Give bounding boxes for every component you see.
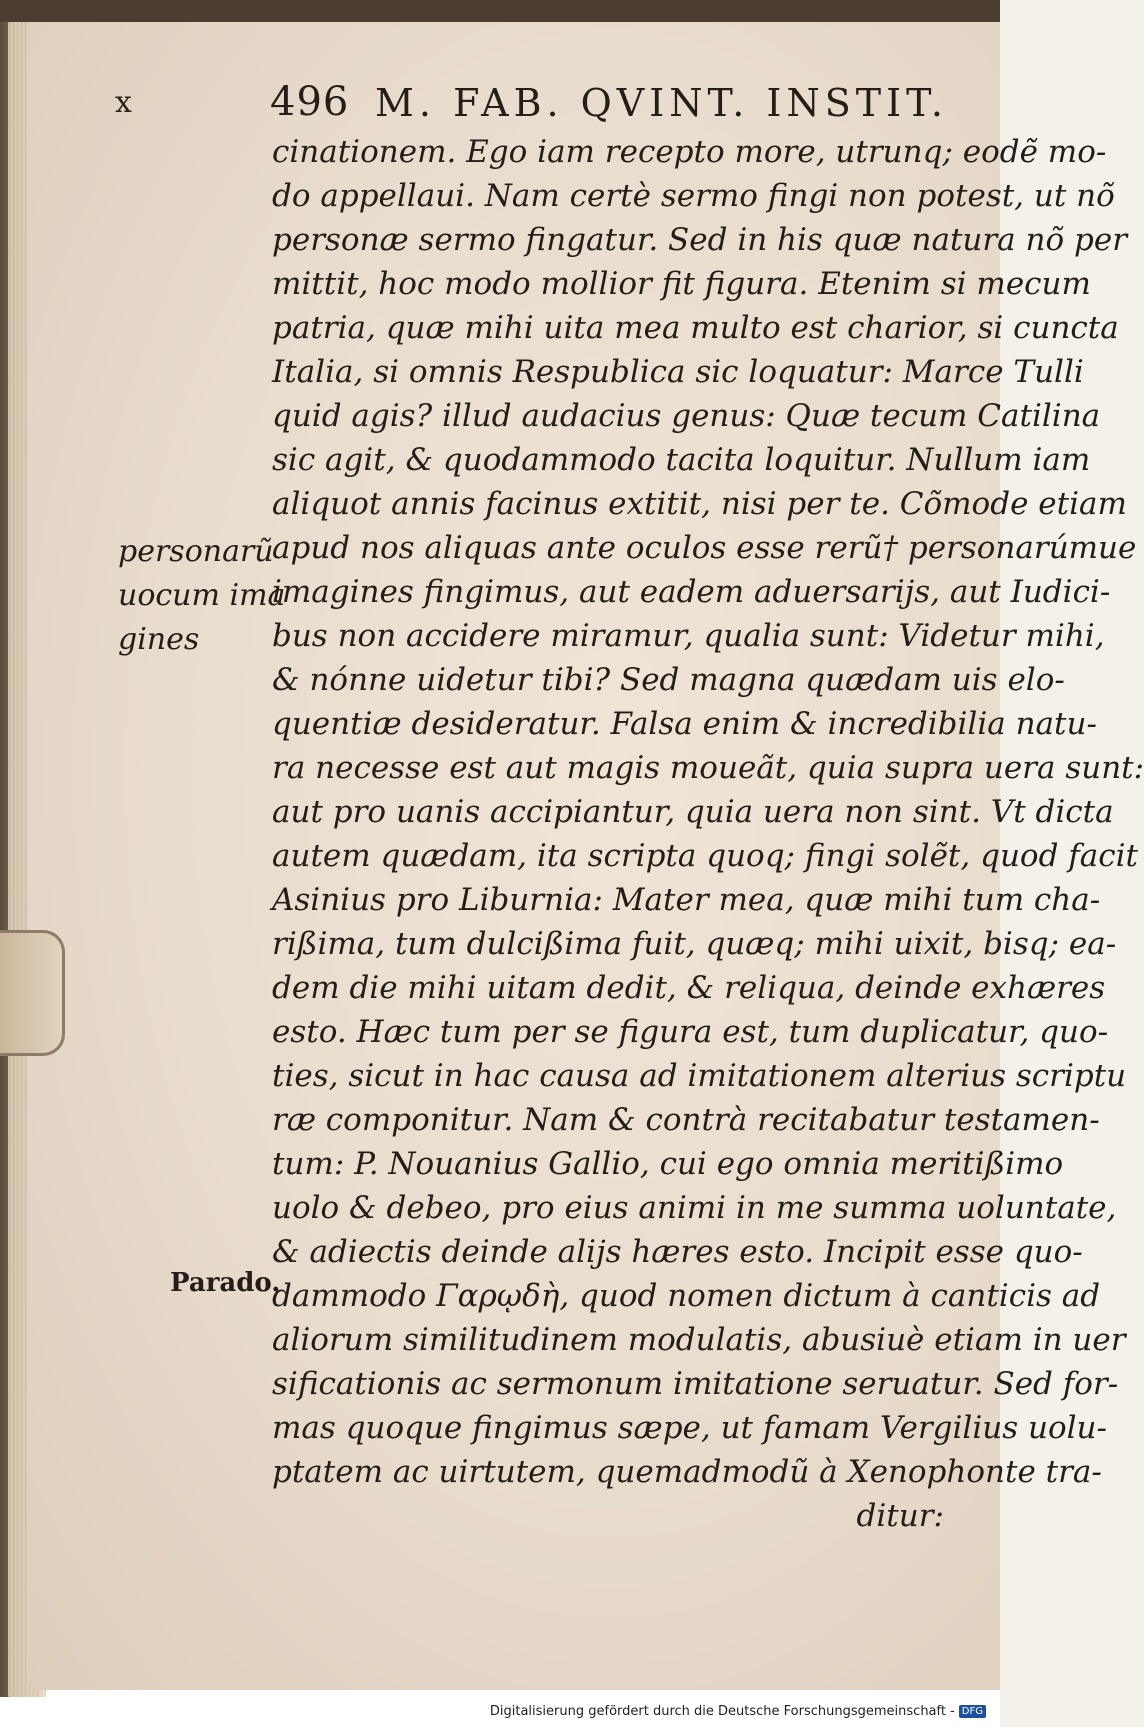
text-line: ptatem ac uirtutem, quemadmodũ à Xenophonte tra- [272,1454,1102,1490]
text-line: mas quoque fingimus sæpe, ut famam Vergilius uolu- [272,1410,1107,1446]
text-line: dem die mihi uitam dedit, & reliqua, deinde exhæres [272,970,1106,1006]
scan-border [0,0,1000,22]
text-line: mittit, hoc modo mollior fit figura. Etenim si mecum [272,266,1091,302]
text-line: rißima, tum dulcißima fuit, quæq; mihi uixit, bisq; ea- [272,926,1117,962]
text-line: sic agit, & quodammodo tacita loquitur. Nullum iam [272,442,1091,478]
dfg-logo: DFG [959,1705,986,1718]
text-line: autem quædam, ita scripta quoq; fingi solẽt, quod facit [272,838,1138,874]
text-line: aut pro uanis accipiantur, quia uera non sint. Vt dicta [272,794,1114,830]
text-line: aliquot annis facinus extitit, nisi per te. Cõmode etiam [272,486,1127,522]
text-line: dammodo Γαρῳδὴ, quod nomen dictum à canticis ad [272,1278,1101,1314]
text-line: & nónne uidetur tibi? Sed magna quædam uis elo- [272,662,1065,698]
text-line: quid agis? illud audacius genus: Quæ tecum Catilina [272,398,1101,434]
text-line: & adiectis deinde alijs hæres esto. Incipit esse quo- [272,1234,1083,1270]
text-line: Asinius pro Liburnia: Mater mea, quæ mihi tum cha- [272,882,1101,918]
text-line: bus non accidere miramur, qualia sunt: Videtur mihi, [272,618,1105,654]
text-line: ræ componitur. Nam & contrà recitabatur testamen- [272,1102,1100,1138]
marginal-note-parado: Parado. [170,1268,281,1298]
text-line: Italia, si omnis Respublica sic loquatur: Marce Tulli [272,354,1084,390]
text-line: uolo & debeo, pro eius animi in me summa uoluntate, [272,1190,1117,1226]
marginal-note-line: gines [118,622,200,657]
text-line: do appellaui. Nam certè sermo fingi non potest, ut nõ [272,178,1115,214]
marginal-note-line: personarũ [118,534,274,569]
text-line: patria, quæ mihi uita mea multo est charior, si cuncta [272,310,1119,346]
text-line: aliorum similitudinem modulatis, abusiuè etiam in uer [272,1322,1126,1358]
text-line: imagines fingimus, aut eadem aduersarijs, aut Iudici- [272,574,1111,610]
text-line: apud nos aliquas ante oculos esse rerũ† personarúmue [272,530,1137,566]
funding-text: Digitalisierung gefördert durch die Deutsche Forschungsgemeinschaft - [489,1704,955,1719]
text-line: ties, sicut in hac causa ad imitationem alterius scriptu [272,1058,1127,1094]
page-number: 496 [270,79,350,125]
text-line: quentiæ desideratur. Falsa enim & incredibilia natu- [272,706,1097,742]
text-line: cinationem. Ego iam recepto more, utrunq; eodẽ mo- [272,134,1107,170]
margin-mark: x [115,85,132,120]
running-head: M. FAB. QVINT. INSTIT. [375,81,948,125]
text-line: sificationis ac sermonum imitatione seruatur. Sed for- [272,1366,1119,1402]
text-line: ditur: [856,1498,944,1534]
marginal-note-line: uocum ima [118,578,286,613]
book-clasp [0,930,65,1056]
text-line: personæ sermo fingatur. Sed in his quæ natura nõ per [272,222,1128,258]
text-line: ra necesse est aut magis moueãt, quia supra uera sunt: [272,750,1144,786]
marginal-note-personarum [118,530,285,662]
text-line: tum: P. Nouanius Gallio, cui ego omnia meritißimo [272,1146,1064,1182]
body-text [272,130,1144,1538]
text-line: esto. Hæc tum per se figura est, tum duplicatur, quo- [272,1014,1109,1050]
funding-footer [490,1704,986,1719]
